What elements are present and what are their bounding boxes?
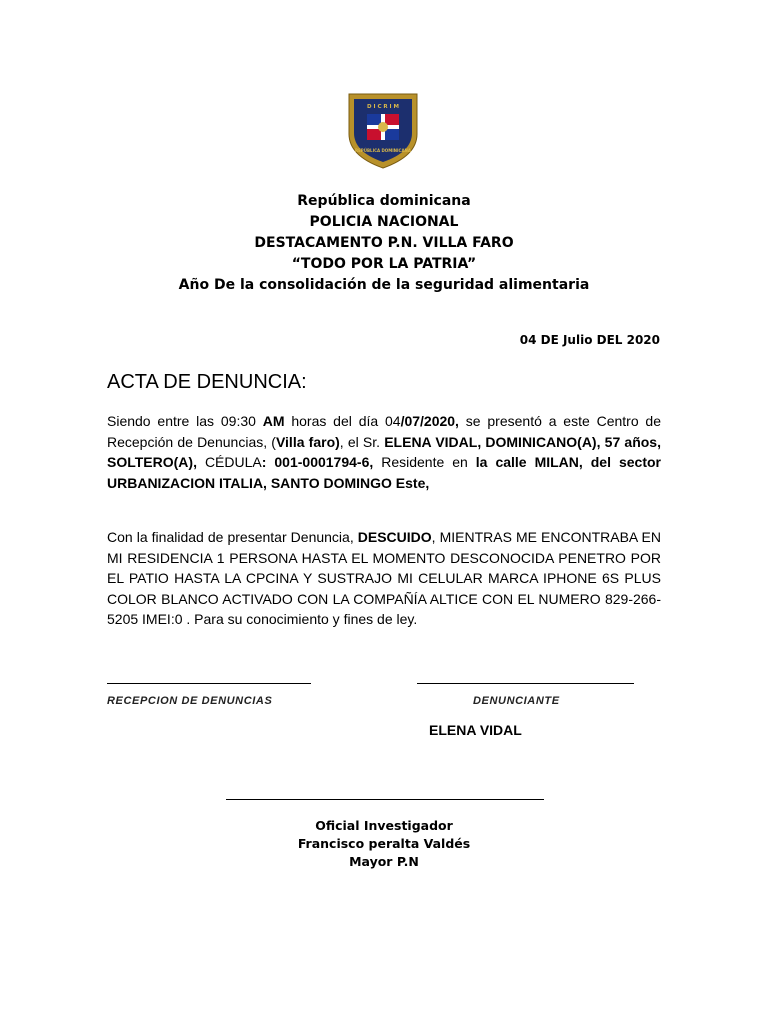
- complainant-name: ELENA VIDAL: [429, 722, 522, 738]
- document-title: ACTA DE DENUNCIA:: [107, 371, 307, 393]
- header-year-motto: Año De la consolidación de la seguridad alimentaria: [178, 277, 590, 293]
- officer-signature-block: [0, 817, 768, 871]
- header-station: DESTACAMENTO P.N. VILLA FARO: [254, 235, 514, 251]
- signature-line-officer: [226, 799, 544, 800]
- header-country: República dominicana: [297, 193, 471, 209]
- header-institution: POLICIA NACIONAL: [309, 214, 459, 230]
- officer-rank: Mayor P.N: [349, 854, 419, 869]
- seal-top-text: D I C R I M: [367, 104, 399, 110]
- dicrim-seal-logo: [343, 90, 423, 170]
- complaint-paragraph-description: Con la finalidad de presentar Denuncia, DESCUIDO, MIENTRAS ME ENCONTRABA EN MI RESIDENCIA 1 PERSONA HASTA EL MOMENTO DESCONOCIDA PENETRO POR EL PATIO HASTA LA CPCINA Y SUSTRAJO MI CELULAR MARCA IPHONE 6S PLUS COLOR BLANCO ACTIVADO CON LA COMPAÑÍA ALTICE CON EL NUMERO 829-266-5205 IMEI:0 . Para su conocimiento y fines de ley.: [107, 529, 661, 627]
- complaint-paragraph-intro: Siendo entre las 09:30 AM horas del día 04/07/2020, se presentó a este Centro de Recepción de Denuncias, (Villa faro), el Sr. ELENA VIDAL, DOMINICANO(A), 57 años, SOLTERO(A), CÉDULA: 001-0001794-6, Residente en la calle MILAN, del sector URBANIZACION ITALIA, SANTO DOMINGO Este,: [107, 413, 662, 491]
- signature-line-reception: [107, 683, 311, 684]
- officer-title: Oficial Investigador: [315, 818, 453, 833]
- officer-name: Francisco peralta Valdés: [297, 836, 471, 851]
- document-date: 04 DE Julio DEL 2020: [519, 333, 660, 347]
- header-motto: “TODO POR LA PATRIA”: [291, 256, 477, 272]
- signature-label-complainant: DENUNCIANTE: [473, 695, 560, 707]
- signature-line-complainant: [417, 683, 634, 684]
- seal-side-text: REPÚBLICA DOMINICANA: [354, 148, 412, 153]
- document-header: [0, 191, 768, 296]
- signature-label-reception: RECEPCION DE DENUNCIAS: [107, 695, 273, 707]
